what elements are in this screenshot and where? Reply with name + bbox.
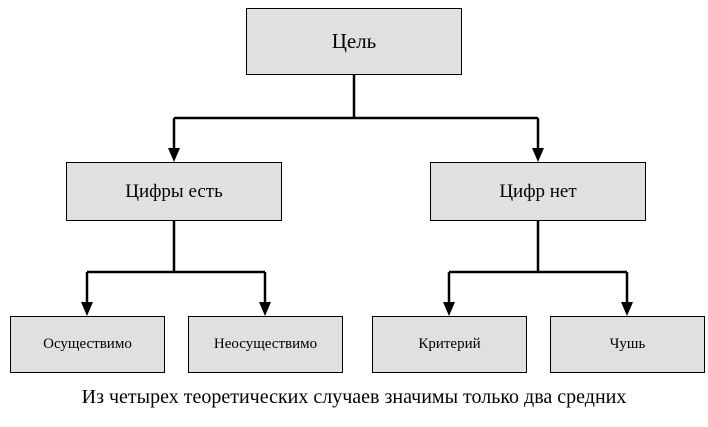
node-branch-no-digits [430, 162, 646, 221]
node-branch-digits-present [66, 162, 282, 221]
node-branch-no-digits-label: Цифр нет [499, 180, 577, 202]
node-branch-digits-present-label: Цифры есть [125, 180, 223, 202]
node-leaf-unfeasible-label: Неосуществимо [213, 336, 318, 352]
node-root-label: Цель [331, 29, 377, 53]
node-leaf-feasible-label: Осуществимо [43, 336, 132, 352]
node-leaf-unfeasible [188, 316, 343, 373]
node-leaf-criterion-label: Критерий [418, 336, 481, 352]
node-leaf-nonsense [550, 316, 705, 373]
node-root [246, 8, 462, 75]
node-leaf-nonsense-label: Чушь [609, 336, 646, 352]
diagram-caption: Из четырех теоретических случаев значимы только два средних [81, 386, 627, 408]
node-leaf-criterion [372, 316, 527, 373]
node-leaf-feasible [10, 316, 165, 373]
